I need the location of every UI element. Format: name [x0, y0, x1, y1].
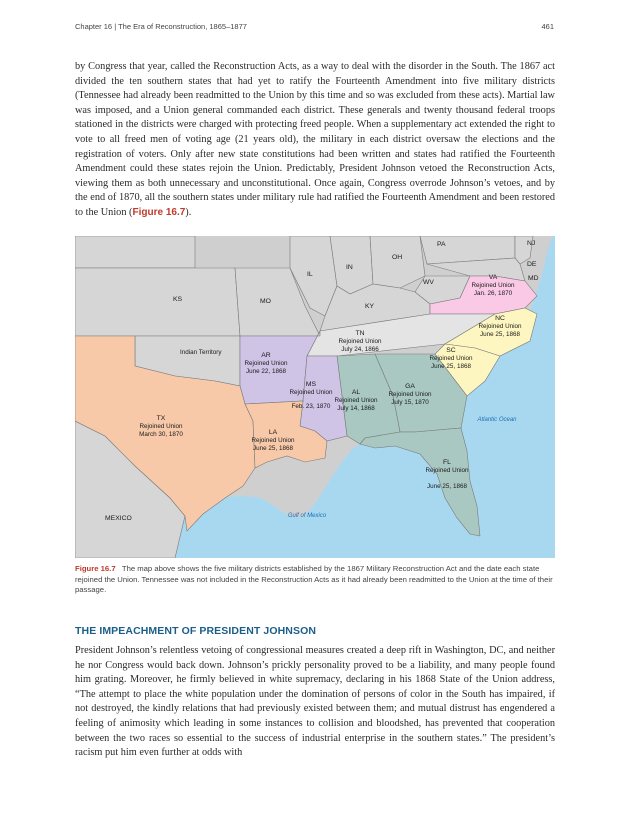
ar-status: Rejoined Union: [244, 360, 288, 367]
map-svg: [75, 236, 555, 558]
ga-status: Rejoined Union: [388, 391, 432, 398]
sc-date: June 25, 1868: [431, 363, 471, 370]
figure-caption: [75, 564, 555, 596]
label-ks: KS: [173, 296, 183, 303]
ga-name: GA: [405, 383, 415, 390]
fl-name: FL: [443, 459, 451, 466]
state-ks: [75, 268, 240, 336]
tx-date: March 30, 1870: [139, 431, 183, 438]
nc-status: Rejoined Union: [478, 323, 522, 330]
label-oh: OH: [392, 254, 403, 261]
label-in: IN: [346, 264, 353, 271]
caption-label: Figure 16.7: [75, 564, 116, 573]
label-mo: MO: [260, 298, 271, 305]
la-status: Rejoined Union: [251, 437, 295, 444]
label-nj: NJ: [527, 240, 536, 247]
page-header: [75, 22, 554, 34]
indian-territory-text: Indian Territory: [180, 349, 222, 356]
label-il: IL: [307, 271, 313, 278]
nc-date: June 25, 1868: [480, 331, 520, 338]
ar-name: AR: [261, 352, 271, 359]
label-atlantic: Atlantic Ocean: [477, 417, 517, 423]
ms-date: Feb. 23, 1870: [291, 403, 331, 410]
label-ky: KY: [365, 303, 375, 310]
tn-name: TN: [355, 330, 365, 337]
ms-status: Rejoined Union: [289, 389, 333, 396]
label-pa: PA: [437, 241, 446, 248]
al-name: AL: [351, 389, 361, 396]
intro-closing: ).: [185, 206, 192, 218]
va-name: VA: [488, 274, 498, 281]
reconstruction-map: [75, 236, 555, 558]
intro-text: by Congress that year, called the Reconstruction Acts, as a way to deal with the disorder in the South. The 1867 act divided the ten southern states that had yet to ratify the Fourteenth Amendment into five military districts (Tennessee had already been readmitted to the Union by this time and so was excluded from these acts). Martial law was imposed, and a Union general commanded each district. These generals and twenty thousand federal troops stationed in the districts were charged with protecting freed people. When a supplementary act extended the right to vote to all freed men of voting age (21 years old), the military in each district oversaw the elections and the registration of voters. Only after new state constitutions had been written and states had ratified the Fourteenth Amendment could these states rejoin the Union. Predictably, President Johnson vetoed the Reconstruction Acts, viewing them as both unnecessary and unconstitutional. Once again, Congress overrode Johnson’s vetoes, and by the end of 1870, all the southern states under military rule had ratified the Fourteenth Amendment and been restored to the Union (: [75, 61, 555, 218]
al-status: Rejoined Union: [334, 397, 378, 404]
label-md: MD: [528, 275, 539, 282]
label-de: DE: [527, 261, 537, 268]
label-indian-territory: [180, 349, 222, 356]
label-wv: WV: [423, 279, 434, 286]
la-name: LA: [268, 429, 278, 436]
ms-name: MS: [305, 381, 317, 388]
va-date: Jan. 26, 1870: [473, 290, 513, 297]
tn-status: Rejoined Union: [338, 338, 382, 345]
label-mexico: MEXICO: [105, 515, 132, 522]
page-number: 461: [541, 22, 554, 31]
state-northwest: [75, 236, 195, 268]
state-oh: [370, 236, 425, 288]
intro-paragraph: [75, 60, 555, 221]
sc-name: SC: [446, 347, 456, 354]
la-date: June 25, 1868: [253, 445, 293, 452]
al-date: July 14, 1868: [337, 405, 375, 412]
chapter-title: Chapter 16 | The Era of Reconstruction, 1865–1877: [75, 22, 247, 31]
nc-name: NC: [495, 315, 505, 322]
tx-name: TX: [156, 415, 166, 422]
tx-status: Rejoined Union: [139, 423, 183, 430]
ga-date: July 15, 1870: [391, 399, 429, 406]
ar-date: June 22, 1868: [246, 368, 286, 375]
fl-status: Rejoined Union: [425, 467, 469, 474]
fl-date: June 25, 1868: [427, 483, 467, 490]
va-status: Rejoined Union: [471, 282, 515, 289]
label-gulf: Gulf of Mexico: [287, 513, 327, 519]
tn-date: July 24, 1866: [341, 346, 379, 353]
figure-link[interactable]: Figure 16.7: [132, 206, 186, 218]
section-heading: THE IMPEACHMENT OF PRESIDENT JOHNSON: [75, 625, 317, 637]
sc-status: Rejoined Union: [429, 355, 473, 362]
caption-text: The map above shows the five military districts established by the 1867 Military Reconstruction Act and the date each state rejoined the Union. Tennessee was not included in the Reconstruction Acts as it had already been readmitted to the Union at the time of their passage.: [75, 564, 553, 595]
impeachment-paragraph: President Johnson’s relentless vetoing of congressional measures created a deep rift in Washington, DC, and neither he nor Congress would back down. Johnson’s prickly personality proved to be a liability, and many people found him grating. Moreover, he firmly believed in white supremacy, declaring in his 1868 State of the Union address, “The attempt to place the white population under the domination of persons of color in the South has impaired, if not destroyed, the kindly relations that had previously existed between them; and mutual distrust has engendered a feeling of animosity which leading in some instances to collision and bloodshed, has prevented that cooperation between the two races so essential to the success of industrial enterprise in the southern states.” The president’s racism put him even further at odds with: [75, 645, 555, 759]
